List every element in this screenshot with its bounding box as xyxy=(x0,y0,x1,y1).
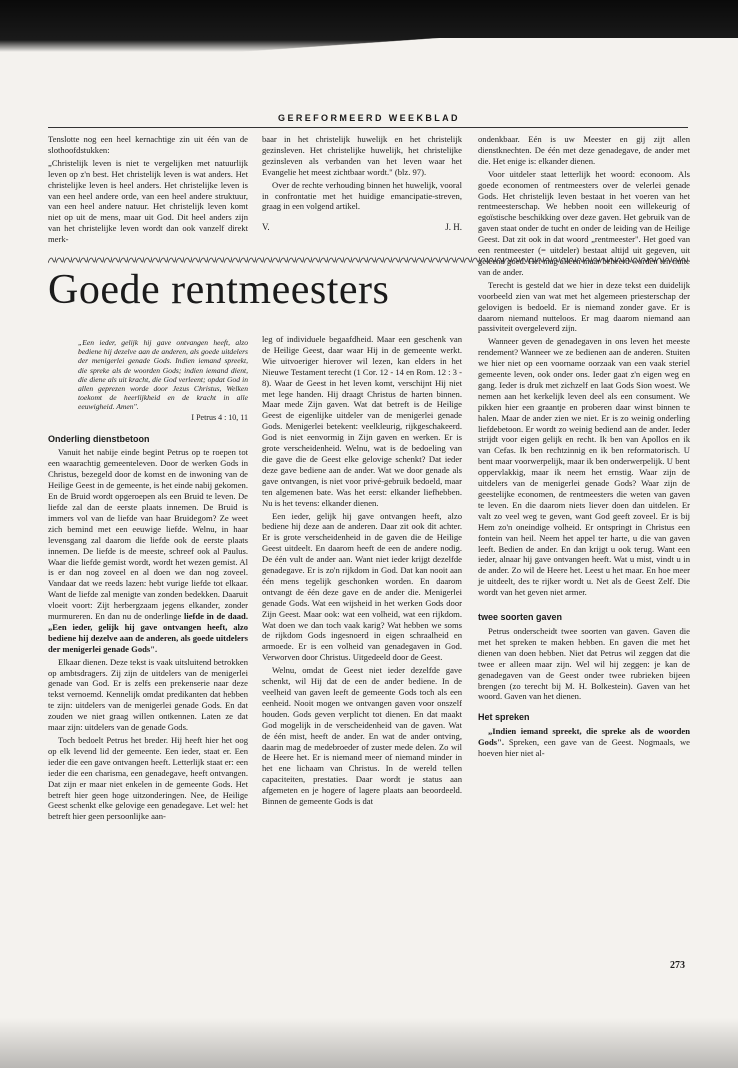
paragraph: Over de rechte verhouding binnen het huwelijk, vooral in confrontatie met het huidige emancipatie-streven, graag in een volgend artikel. xyxy=(262,179,462,212)
signature-right: J. H. xyxy=(445,222,462,233)
paragraph: Tenslotte nog een heel kernachtige zin uit één van de slothoofdstukken: xyxy=(48,134,248,155)
epigraph: „Een ieder, gelijk hij gave ontvangen heeft, alzo bediene hij dezelve aan de anderen, als goede uitdelers der menigerlei genade Gods. Indien iemand spreekt, die spreke als de woorden Gods; indien iemand dient, die diene als uit kracht, die God verleent; opdat God in allen geprezen worde door Jezus Christus, Welken toekomt de heerlijkheid en de kracht in alle eeuwigheid. Amen". xyxy=(78,338,248,412)
signature xyxy=(262,222,462,233)
torn-paper-edge xyxy=(0,38,738,62)
paragraph: Voor uitdeler staat letterlijk het woord: econoom. Als goede economen of rentmeesters over de velerlei genade Gods. Het christelijk leven bestaat in het voeren van het rentmeesterschap. We hebben nooit een willekeurig of egoïstische beschikking over deze gaven. Het gebruik van de gaven staat onder de tucht en onder de leiding van de Heilige Geest. Dat zit ook in dat woord „rentmeester". Het goed van een rentmeester (= uitdeler) bestaat altijd uit gegeven, uit geleend goed. Het mag alleen maar beheerd worden ten nutte van de ander. xyxy=(478,168,690,277)
paragraph: Elkaar dienen. Deze tekst is vaak uitsluitend betrokken op ambtsdragers. Zij zijn de uitdelers van de menigerlei genade van God. Er is zelfs een prekenserie naar deze tekst vernoemd. Kennelijk omdat predikanten dat hebben te zijn: uitdelers van de menigerlei genade Gods. En dat zouden we niet graag willen ontkennen. Laten ze dat maar zijn: uitdelers van de genade Gods. xyxy=(48,656,248,733)
masthead-rule xyxy=(48,127,688,128)
bold-text: „Indien iemand spreekt, die spreke als de woorden Gods". xyxy=(478,726,690,748)
section-heading: Het spreken xyxy=(478,712,530,723)
paragraph: Welnu, omdat de Geest niet ieder dezelfde gave schenkt, wil Hij dat de een de ander bediene. In de veelheid van gaven leeft de gemeente Gods toch als een eenheid. Nooit mogen we ontvangen gaven voor onszelf houden. Gods geven verplicht tot dienen. En dat maakt God mogelijk in de verscheidenheid van de gaven. Wat de één mist, heeft de ander. En wat de ander ontving, daarin mag de medebroeder of zuster mede delen. Zo wil de Heere het. Er is niemand meer of niemand minder in het ene lichaam van Christus. In de wereld tellen capaciteiten, prestaties. Daar wordt je status aan afgemeten en je hogere of lagere plaats aan beoordeeld. Binnen de gemeente Gods is dat xyxy=(262,665,462,807)
signature-left: V. xyxy=(262,222,270,233)
paragraph-text: Spreken, een gave van de Geest. Nogmaals, we hoeven hier niet al- xyxy=(478,737,690,759)
article-headline: Goede rentmeesters xyxy=(48,267,390,313)
scan-bottom-edge xyxy=(0,1018,738,1068)
paragraph-text: Vanuit het nabije einde begint Petrus op te roepen tot een waarachtig gemeenteleven. Door de werken Gods in Christus, bezegeld door de komst en de inwoning van de Heilige Geest in de gemeente, is het einde nabij gekomen. En de Bruid wordt opgeroepen als een Bruid te leven. De liefde zal dan de eerste plaats innemen. De Bruid is immers vol van de liefde van haar Bruidegom? Ze weet zich bemind met een eeuwige liefde. Welnu, in haar levensgang zal daarom die liefde ook de eerste plaats innemen. De liefde is de meeste, schreef ook al Paulus. Waar die liefde gemist wordt, wordt het wezen gemist. Al is er dan nog zoveel en al doen we dan nog zoveel. Vandaar dat we reeds lazen: hebt vurige liefde tot elkaar. Want de liefde zal menigte van zonden bedekken. Daaruit vloeit voort: Zijt herbergzaam jegens elkander, zonder murmureren. En dan nu de onderlinge xyxy=(48,447,248,622)
paragraph: Terecht is gesteld dat we hier in deze tekst een duidelijk voorbeeld zien van wat met het algemeen priesterschap der gelovigen is bedoeld. Er is niemand zonder gave. Er is daarom niemand nutteloos. Er mag daarom niemand aan passiviteit overgeleverd zijn. xyxy=(478,279,690,334)
paragraph: Petrus onderscheidt twee soorten van gaven. Gaven die met het spreken te maken hebben. En gaven die met het dienen van doen hebben. Niet dat Petrus wil zeggen dat die twee er alleen maar zijn. Wel wil hij zeggen: je kan de genadegaven van de Geest onder twee rubrieken bijeen brengen (zo terecht bij M. H. Bolkestein). Gaven van het woord. Gaven van het dienen. xyxy=(478,625,690,702)
masthead: GEREFORMEERD WEEKBLAD xyxy=(278,113,460,123)
epigraph-reference: I Petrus 4 : 10, 11 xyxy=(191,412,248,422)
prev-article-col-1 xyxy=(48,134,248,247)
paragraph: ondenkbaar. Eén is uw Meester en gij zijt allen dienstknechten. De één met deze genadegave, de ander met die. Het enige is: elkander dienen. xyxy=(478,134,690,166)
paragraph: leg of individuele begaafdheid. Maar een geschenk van de Heilige Geest, daar waar Hij in de gemeente werkt. Wie uitvoeriger hierover wil lezen, kan elders in het Nieuwe Testament terecht (1 Cor. 12 - 14 en Rom. 12 : 3 - 8). Waar de Geest in het leven komt, verschijnt Hij niet met lege handen. Hij draagt Christus de harten binnen. Maar mede Zijn gaven. Wat dat betreft is de Heilige Geest de eigenlijke uitdeler van de menigerlei genade Gods. Menigerlei betekent: veelkleurig, rijkgeschakeerd. God is niet eenvormig in Zijn gaven en werken. Er is grote verscheidenheid. Welnu, wat is de bedoeling van die gave die de Geest elke gelovige schenkt? Dat ieder deze gave bediene aan de ander. Wat we door genade als gave ontvangen, is niet voor privé-gebruik bedoeld, maar ten algemenen bate. Was het eerst: elkander liefhebben. Nu is het tevens: elkander dienen. xyxy=(262,334,462,508)
paragraph xyxy=(478,726,690,759)
page-number: 273 xyxy=(670,960,685,971)
section-heading: twee soorten gaven xyxy=(478,612,563,623)
paragraph: Toch bedoelt Petrus het breder. Hij heeft hier het oog op elk levend lid der gemeente. Een ieder, staat er. Een ieder die een gave ontvangen heeft. Letterlijk staat er: een ieder die een charisma, een genadegave, heeft ontvangen. Dat zijn er maar niet enkelen in de gemeente Gods. Het betreft hier geen hoge uitzonderingen. Nee, de Heilige Geest schenkt elke gelovige een genadegave. Let wel: het betreft hier geen persoonlijke aan- xyxy=(48,735,248,822)
block-quote: „Christelijk leven is niet te vergelijken met natuurlijk leven op z'n best. Het christelijk leven is wat anders. Het christelijke leven is heel anders. Het christelijke leven is van een heel andere orde, van een heel andere struktuur, van een heel andere natuur. Het christelijk leven komt niet op uit de mens, maar uit God. Dit heel anders zijn van het christelijke leven wordt dan ook vanzelf direkt merk- xyxy=(48,157,248,245)
section-heading: Onderling dienstbetoon xyxy=(48,433,150,444)
bold-text: liefde in de daad. „Een ieder, gelijk hij gave ontvangen heeft, alzo bediene hij dezelve aan de anderen, als goede uitdelers der menigerlei genade Gods". xyxy=(48,611,248,654)
paragraph xyxy=(48,447,248,654)
paragraph: Een ieder, gelijk hij gave ontvangen heeft, alzo bediene hij deze aan de anderen. Daar zit ook dit achter. Er is grote verscheidenheid in de gaven die de Heilige Geest uitdeelt. En daarom heeft de een de andere nodig. De één vult de ander aan. Want niet ieder krijgt dezelfde genadegave. Er is zo'n rijkdom in God. Dat kan nooit aan één mens tegelijk geschonken worden. En daarom ontvangt de één deze gave en de ander die. Menigerlei genade Gods. Wat een wijsheid in het werken Gods door Zijn Geest. Maar ook: wat een volheid, wat een rijkdom. Wat doen we dan toch vaak karig? Wat hebben we soms de rijkdom Gods ingesnoerd in eigen schraalheid en armoede. Er is een volheid van genadegaven in God. Verworven door Christus. Uitgedeeld door de Geest. xyxy=(262,510,462,663)
article-col-3 xyxy=(478,134,690,761)
prev-article-col-2 xyxy=(262,134,462,233)
block-quote: baar in het christelijk huwelijk en het christelijk gezinsleven. Het christelijke huwelijk, het christelijke gezinsleven als verbanden van het leven waar het Evangelie het meest zichtbaar wordt." (blz. 97). xyxy=(262,134,462,177)
article-col-1 xyxy=(48,338,248,824)
paragraph: Wanneer geven de genadegaven in ons leven het meeste rendement? Wanneer we ze bedienen aan de anderen. Stuiten we hier niet op een voorname oorzaak van een vaak steriel gemeente leven, ook onder ons. Ieder gaat z'n eigen weg en gang. Ieder is druk met zichzelf en laat Gods Sion woest. We nemen aan het kerkelijk leven deel als een consument. We pikken hier een graantje en proberen daar winst binnen te halen. Maar de ander zien we niet. Er is zo weinig onderling liefdebetoon. Er wordt zo weinig bediend aan de ander. Ieder strijdt voor eigen gelijk en recht. Ik ben van Apollos en ik van Cefas. Ik ben rechtzinnig en ik ben reformatorisch. U bent maar voorwerpelijk, maar ik ben onderwerpelijk. U bent oppervlakkig, maar ik neem het ernstig. Waar zijn de uitdelers van de menigerlei genade Gods? Waar zijn de geestelijke economen, de rentmeesters die weten van gaven te leven. En die daarom niets liever doen dan uitdelen. Er valt zo veel weg te geven, want God geeft zoveel. Er is bij Hem zo'n oneindige volheid. Er ontspringt in Christus een fontein van heil. Neem het appel ter harte, u die van gaven leeft. Bedien de ander. En dan krijgt u ook terug. Want een ieder, alnaar hij gave ontvangen heeft. Wat u mist, vindt u in de ander. Zo wil de Heere het. Leest u het maar. En hoe meer je uitdeelt, des te rijker wordt u. Net als de Geest Zelf. Die wordt van het geven niet armer. xyxy=(478,336,690,598)
article-col-2 xyxy=(262,334,462,809)
